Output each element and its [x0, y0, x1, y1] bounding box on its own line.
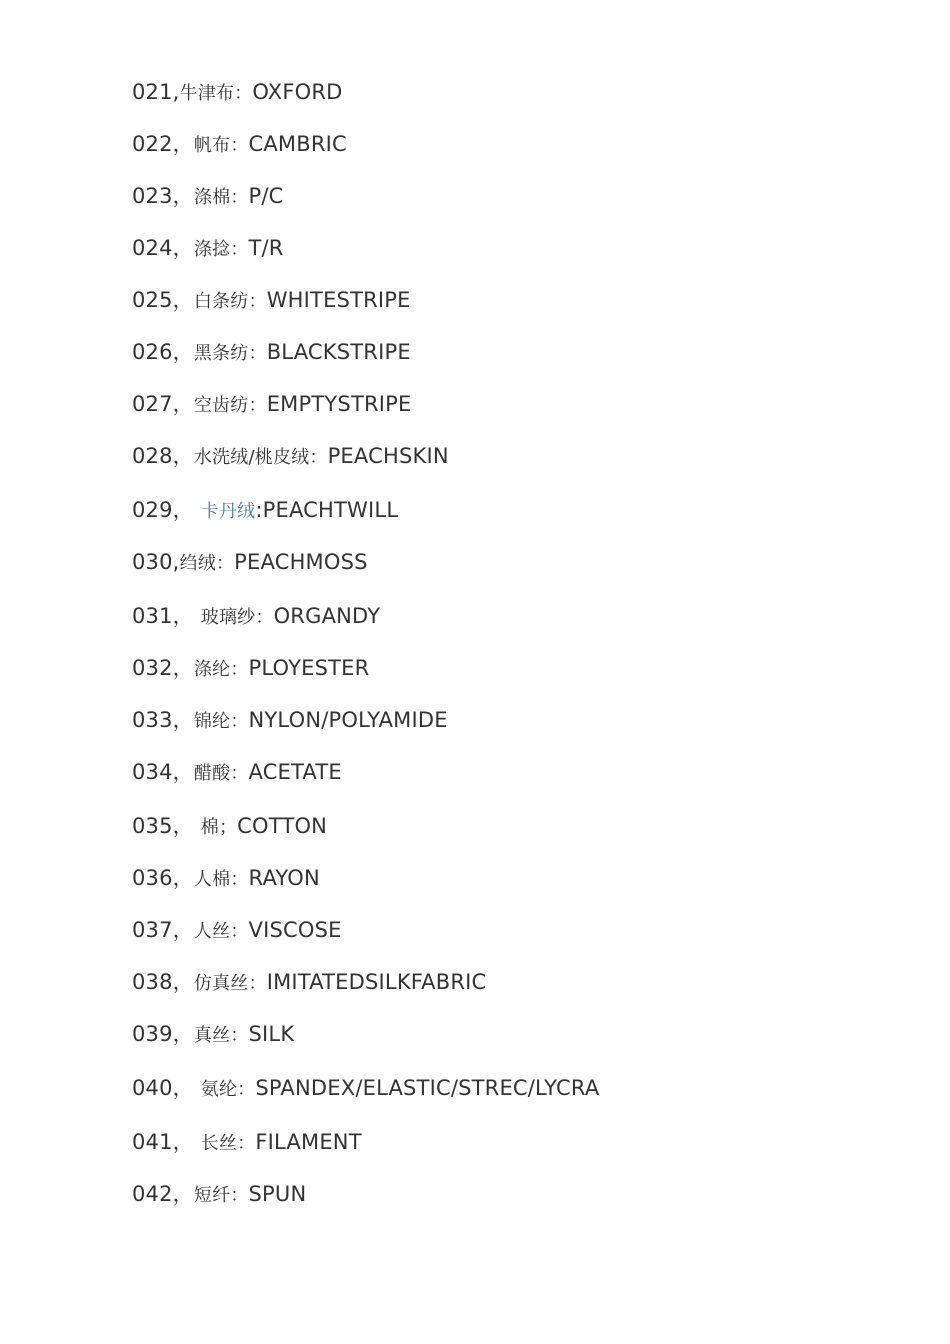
entry-number: 035，: [132, 814, 201, 838]
entry-english-term: PLOYESTER: [248, 656, 370, 680]
list-item: [132, 916, 342, 944]
entry-english-term: COTTON: [237, 814, 328, 838]
entry-english-term: PEACHSKIN: [327, 444, 449, 468]
entry-number: 041，: [132, 1130, 201, 1154]
entry-chinese-term: 人棉：: [193, 869, 249, 890]
list-item: [132, 182, 284, 210]
entry-chinese-term: 锦纶：: [193, 711, 249, 732]
entry-english-term: RAYON: [248, 866, 320, 890]
list-item: [132, 286, 411, 314]
entry-chinese-term: 涤棉：: [193, 187, 249, 208]
entry-chinese-term: 帆布：: [193, 135, 249, 156]
entry-english-term: ACETATE: [248, 760, 342, 784]
entry-english-term: SPANDEX/ELASTIC/STREC/LYCRA: [255, 1076, 600, 1100]
entry-chinese-term: 真丝：: [193, 1025, 249, 1046]
entry-number: 026，: [132, 340, 194, 364]
entry-chinese-term: 涤捻：: [193, 239, 249, 260]
entry-number: 025，: [132, 288, 194, 312]
entry-chinese-term: 涤纶：: [193, 659, 249, 680]
entry-english-term: SILK: [248, 1022, 295, 1046]
entry-english-term: SPUN: [248, 1182, 307, 1206]
entry-chinese-term: 长丝：: [200, 1133, 256, 1154]
entry-english-term: EMPTYSTRIPE: [266, 392, 412, 416]
entry-chinese-term: 玻璃纱：: [200, 607, 274, 628]
entry-chinese-term: 牛津布：: [179, 83, 253, 104]
entry-number: 038，: [132, 970, 194, 994]
entry-chinese-term: 白条纺：: [193, 291, 267, 312]
entry-number: 022，: [132, 132, 194, 156]
entry-chinese-term: 氨纶：: [200, 1079, 256, 1100]
list-item: [132, 968, 486, 996]
entry-english-term: IMITATEDSILKFABRIC: [266, 970, 487, 994]
list-item: [132, 442, 449, 470]
entry-number: 030,: [132, 550, 180, 574]
list-item: [132, 864, 320, 892]
entry-number: 039，: [132, 1022, 194, 1046]
list-item: [132, 706, 448, 734]
entry-number: 023，: [132, 184, 194, 208]
entry-number: 037，: [132, 918, 194, 942]
list-item: [132, 130, 347, 158]
entry-english-term: CAMBRIC: [248, 132, 347, 156]
entry-chinese-term: 棉；: [200, 817, 238, 838]
list-item: [132, 78, 343, 106]
entry-number: 036，: [132, 866, 194, 890]
entry-number: 032，: [132, 656, 194, 680]
entry-chinese-term: 仿真丝：: [193, 973, 267, 994]
entry-chinese-term: 人丝：: [193, 921, 249, 942]
entry-chinese-term: 水洗绒/桃皮绒：: [193, 447, 328, 468]
entry-number: 028，: [132, 444, 194, 468]
entry-english-term: BLACKSTRIPE: [266, 340, 411, 364]
list-item: [132, 1128, 362, 1156]
list-item: [132, 1180, 306, 1208]
list-item: [132, 758, 342, 786]
list-item: [132, 1074, 599, 1102]
list-item: [132, 338, 411, 366]
entry-english-term: T/R: [248, 236, 284, 260]
list-item: [132, 390, 411, 418]
entry-chinese-term-link[interactable]: 卡丹绒: [200, 501, 256, 522]
entry-english-term: OXFORD: [252, 80, 343, 104]
entry-english-term: PEACHMOSS: [234, 550, 368, 574]
entry-english-term: WHITESTRIPE: [266, 288, 411, 312]
entry-english-term: FILAMENT: [255, 1130, 362, 1154]
entry-number: 031，: [132, 604, 201, 628]
entry-english-term: ORGANDY: [273, 604, 381, 628]
list-item: [132, 812, 327, 840]
entry-number: 034，: [132, 760, 194, 784]
entry-english-term: :PEACHTWILL: [255, 498, 399, 522]
list-item: [132, 548, 368, 576]
list-item: [132, 602, 380, 630]
entry-chinese-term: 醋酸：: [193, 763, 249, 784]
list-item: [132, 654, 369, 682]
entry-english-term: P/C: [248, 184, 284, 208]
entry-number: 040，: [132, 1076, 201, 1100]
entry-chinese-term: 绉绒：: [179, 553, 235, 574]
entry-number: 024，: [132, 236, 194, 260]
entry-chinese-term: 黑条纺：: [193, 343, 267, 364]
entry-number: 033，: [132, 708, 194, 732]
entry-english-term: NYLON/POLYAMIDE: [248, 708, 448, 732]
entry-number: 042，: [132, 1182, 194, 1206]
entry-chinese-term: 短纤：: [193, 1185, 249, 1206]
entry-chinese-term: 空齿纺：: [193, 395, 267, 416]
entry-number: 029，: [132, 498, 201, 522]
list-item: [132, 496, 398, 524]
entry-english-term: VISCOSE: [248, 918, 342, 942]
entry-number: 027，: [132, 392, 194, 416]
entry-number: 021,: [132, 80, 180, 104]
list-item: [132, 1020, 294, 1048]
list-item: [132, 234, 284, 262]
